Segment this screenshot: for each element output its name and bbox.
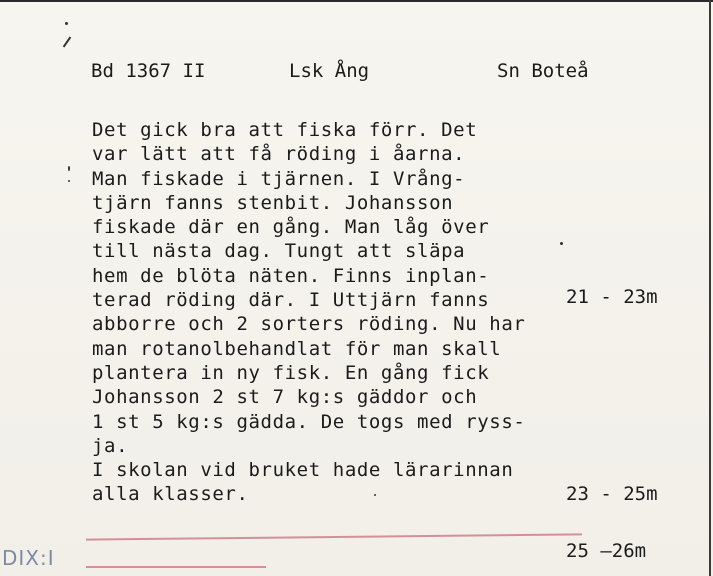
region-code: Lsk Ång [289, 60, 370, 82]
record-number: Bd 1367 II [91, 60, 206, 82]
body-line: tjärn fanns stenbit. Johansson [92, 191, 454, 214]
body-line: Det gick bra att fiska förr. Det [92, 119, 478, 141]
red-underline-mark [86, 533, 582, 540]
body-line: alla klasser. [92, 483, 249, 506]
body-line: abborre och 2 sorters röding. Nu har [92, 313, 526, 336]
ink-speck [68, 180, 70, 182]
body-line: plantera in ny fisk. En gång fick [92, 361, 490, 384]
pencil-tick-mark [63, 37, 72, 48]
ink-speck [560, 242, 563, 245]
body-line: I skolan vid bruket hade lärarinnan [92, 459, 514, 482]
body-line: man rotanolbehandlat för man skall [92, 337, 502, 360]
page-range-third: 25 —26m [566, 540, 647, 562]
body-line: terad röding där. I Uttjärn fanns [92, 289, 490, 312]
body-line: fiskade där en gång. Man låg över [92, 216, 490, 239]
archive-stamp: DIX:I [2, 546, 55, 570]
body-line: var lätt att få röding i åarna. [92, 143, 466, 166]
body-line: ja. [92, 434, 129, 457]
body-line: Johansson 2 st 7 kg:s gäddor och [92, 386, 478, 409]
ink-speck [65, 22, 68, 25]
card-right-edge [709, 0, 711, 576]
ink-speck [68, 166, 70, 171]
page-range-first: 21 - 23m [566, 286, 658, 308]
body-line: till nästa dag. Tungt att släpa [92, 240, 466, 263]
card-body [92, 118, 525, 507]
parish-name: Sn Boteå [497, 60, 589, 82]
body-line: 1 st 5 kg:s gädda. De togs med ryss- [92, 410, 526, 433]
card-top-edge [0, 0, 713, 2]
body-line: hem de blöta näten. Finns inplan- [92, 264, 490, 287]
page-range-second: 23 - 25m [566, 483, 658, 505]
red-underline-mark [86, 566, 266, 568]
body-line: Man fiskade i tjärnen. I Vrång- [92, 167, 466, 190]
